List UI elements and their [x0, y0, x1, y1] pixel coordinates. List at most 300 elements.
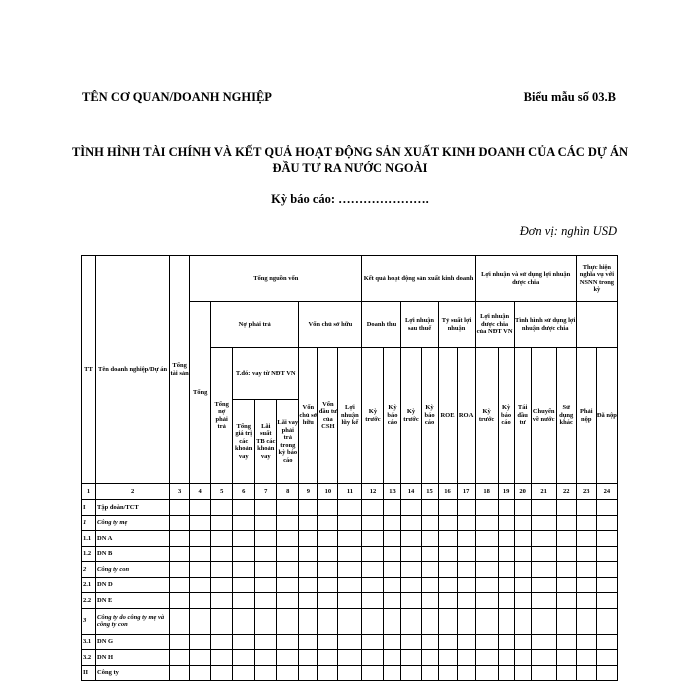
- document-title: TÌNH HÌNH TÀI CHÍNH VÀ KẾT QUẢ HOẠT ĐỘNG SẢN XUẤT KINH DOANH CỦA CÁC DỰ ÁN ĐẦU TƯ RA NƯỚC NGOÀI: [71, 145, 629, 175]
- header-profit-this: Kỳ báo cáo: [421, 348, 438, 484]
- table-cell: [438, 665, 457, 681]
- table-cell: [384, 634, 401, 650]
- table-row: [82, 515, 618, 531]
- table-cell: [438, 515, 457, 531]
- table-cell: [514, 634, 531, 650]
- table-cell: [170, 515, 190, 531]
- header-shared-prev: Kỳ trước: [475, 348, 498, 484]
- header-roa: ROA: [457, 348, 475, 484]
- table-cell: [277, 634, 299, 650]
- table-row: [82, 608, 618, 634]
- table-cell: [514, 593, 531, 609]
- table-cell: [475, 593, 498, 609]
- organization-name: TÊN CƠ QUAN/DOANH NGHIỆP: [82, 90, 272, 104]
- table-cell: [170, 577, 190, 593]
- table-cell: [277, 593, 299, 609]
- table-cell: [170, 531, 190, 547]
- table-cell: [438, 593, 457, 609]
- column-number: 7: [255, 484, 277, 500]
- table-cell: [531, 562, 556, 578]
- table-cell: [421, 500, 438, 516]
- table-cell: [362, 665, 384, 681]
- table-cell: [514, 531, 531, 547]
- column-number: 19: [498, 484, 514, 500]
- table-cell: [556, 608, 576, 634]
- table-cell: [255, 634, 277, 650]
- table-cell: [498, 562, 514, 578]
- header-rate: Lãi suất TB các khoản vay: [255, 400, 277, 484]
- table-row: [82, 531, 618, 547]
- table-cell: [498, 531, 514, 547]
- table-cell: [475, 515, 498, 531]
- header-ratio: Tỷ suất lợi nhuận: [438, 302, 475, 348]
- table-cell: [421, 531, 438, 547]
- header-results: Kết quả hoạt động sản xuất kinh doanh: [362, 256, 475, 302]
- table-cell: [438, 608, 457, 634]
- row-number: 1: [82, 515, 96, 531]
- header-name: Tên doanh nghiệp/Dự án: [96, 256, 170, 484]
- row-name: DN E: [96, 593, 170, 609]
- table-cell: [384, 593, 401, 609]
- table-cell: [421, 546, 438, 562]
- table-cell: [299, 608, 318, 634]
- table-cell: [318, 546, 338, 562]
- table-cell: [338, 531, 362, 547]
- header-dtr: Vốn đầu tư của CSH: [318, 348, 338, 484]
- unit-label: Đơn vị: nghìn USD: [519, 224, 617, 238]
- table-cell: [233, 577, 255, 593]
- table-row: [82, 562, 618, 578]
- table-cell: [401, 546, 421, 562]
- table-cell: [475, 500, 498, 516]
- table-cell: [457, 593, 475, 609]
- table-cell: [318, 500, 338, 516]
- table-cell: [233, 531, 255, 547]
- table-cell: [576, 650, 596, 666]
- column-number: 17: [457, 484, 475, 500]
- table-cell: [211, 608, 233, 634]
- table-cell: [211, 650, 233, 666]
- table-cell: [596, 593, 617, 609]
- table-cell: [457, 500, 475, 516]
- table-cell: [475, 608, 498, 634]
- table-cell: [384, 515, 401, 531]
- header-profit-prev: Kỳ trước: [401, 348, 421, 484]
- row-name: Tập đoàn/TCT: [96, 500, 170, 516]
- table-cell: [338, 634, 362, 650]
- row-name: DN B: [96, 546, 170, 562]
- table-cell: [475, 577, 498, 593]
- table-cell: [170, 546, 190, 562]
- table-row: [82, 665, 618, 681]
- table-cell: [576, 593, 596, 609]
- column-number: 1: [82, 484, 96, 500]
- header-owner-capital: Vốn chủ sở hữu: [299, 348, 318, 484]
- header-revenue-this: Kỳ báo cáo: [384, 348, 401, 484]
- header-loans: T.đó: vay từ NĐT VN: [233, 348, 299, 400]
- table-cell: [514, 546, 531, 562]
- row-number: 3.2: [82, 650, 96, 666]
- table-body: [82, 484, 618, 681]
- table-cell: [556, 593, 576, 609]
- table-cell: [338, 608, 362, 634]
- header-obligation-sub: [576, 302, 617, 348]
- table-cell: [190, 531, 211, 547]
- table-cell: [576, 562, 596, 578]
- header-interest: Lãi vay phải trả trong kỳ báo cáo: [277, 400, 299, 484]
- column-number: 2: [96, 484, 170, 500]
- table-cell: [318, 665, 338, 681]
- table-cell: [277, 546, 299, 562]
- table-cell: [438, 500, 457, 516]
- table-cell: [576, 531, 596, 547]
- table-cell: [421, 577, 438, 593]
- row-number: 3: [82, 608, 96, 634]
- table-cell: [170, 665, 190, 681]
- table-cell: [596, 650, 617, 666]
- table-cell: [401, 665, 421, 681]
- table-cell: [362, 531, 384, 547]
- table-cell: [556, 650, 576, 666]
- table-cell: [596, 634, 617, 650]
- table-row: [82, 593, 618, 609]
- table-cell: [514, 577, 531, 593]
- table-cell: [190, 593, 211, 609]
- table-cell: [318, 577, 338, 593]
- table-cell: [401, 608, 421, 634]
- table-cell: [299, 577, 318, 593]
- table-cell: [170, 634, 190, 650]
- table-cell: [233, 546, 255, 562]
- table-cell: [514, 562, 531, 578]
- table-cell: [438, 562, 457, 578]
- table-cell: [556, 531, 576, 547]
- table-cell: [475, 546, 498, 562]
- table-cell: [318, 634, 338, 650]
- table-cell: [190, 608, 211, 634]
- column-number: 22: [556, 484, 576, 500]
- table-cell: [514, 500, 531, 516]
- table-cell: [211, 546, 233, 562]
- table-cell: [233, 650, 255, 666]
- table-cell: [211, 577, 233, 593]
- row-number: 3.1: [82, 634, 96, 650]
- column-number: 15: [421, 484, 438, 500]
- column-number: 3: [170, 484, 190, 500]
- table-cell: [576, 634, 596, 650]
- table-cell: [401, 531, 421, 547]
- table-cell: [277, 650, 299, 666]
- table-cell: [438, 650, 457, 666]
- header-paid: Đã nộp: [596, 348, 617, 484]
- table-cell: [362, 577, 384, 593]
- header-other-use: Sử dụng khác: [556, 348, 576, 484]
- table-cell: [498, 515, 514, 531]
- table-cell: [556, 546, 576, 562]
- column-number: 16: [438, 484, 457, 500]
- table-cell: [299, 665, 318, 681]
- table-cell: [338, 562, 362, 578]
- table-cell: [277, 665, 299, 681]
- table-cell: [190, 562, 211, 578]
- header-repat: Chuyển về nước: [531, 348, 556, 484]
- table-cell: [421, 562, 438, 578]
- header-use-status: Tình hình sử dụng lợi nhuận được chia: [514, 302, 576, 348]
- table-cell: [498, 608, 514, 634]
- table-cell: [421, 665, 438, 681]
- table-cell: [514, 665, 531, 681]
- row-number: 2: [82, 562, 96, 578]
- table-cell: [421, 515, 438, 531]
- report-period: Kỳ báo cáo: ………………….: [271, 192, 429, 206]
- table-cell: [190, 650, 211, 666]
- table-cell: [457, 546, 475, 562]
- header-revenue-prev: Kỳ trước: [362, 348, 384, 484]
- table-cell: [170, 608, 190, 634]
- table-cell: [233, 500, 255, 516]
- row-name: DN H: [96, 650, 170, 666]
- table-cell: [531, 500, 556, 516]
- header-total: Tổng: [190, 302, 211, 484]
- column-number: 24: [596, 484, 617, 500]
- table-cell: [498, 665, 514, 681]
- table-cell: [255, 608, 277, 634]
- table-cell: [384, 577, 401, 593]
- table-cell: [457, 577, 475, 593]
- table-cell: [556, 634, 576, 650]
- header-capital: Tổng nguồn vốn: [190, 256, 362, 302]
- table-cell: [255, 650, 277, 666]
- table-cell: [421, 650, 438, 666]
- table-cell: [498, 546, 514, 562]
- table-cell: [556, 665, 576, 681]
- column-number: 21: [531, 484, 556, 500]
- table-cell: [421, 634, 438, 650]
- table-cell: [475, 634, 498, 650]
- table-cell: [384, 531, 401, 547]
- table-cell: [362, 515, 384, 531]
- table-cell: [277, 577, 299, 593]
- table-cell: [576, 515, 596, 531]
- table-cell: [457, 665, 475, 681]
- table-cell: [556, 500, 576, 516]
- header-loan-total: Tổng giá trị các khoản vay: [233, 400, 255, 484]
- table-cell: [233, 593, 255, 609]
- table-cell: [475, 531, 498, 547]
- table-cell: [457, 515, 475, 531]
- table-cell: [190, 500, 211, 516]
- form-number: Biểu mẫu số 03.B: [523, 90, 616, 104]
- table-cell: [211, 593, 233, 609]
- table-cell: [531, 546, 556, 562]
- table-cell: [338, 546, 362, 562]
- table-row: [82, 650, 618, 666]
- row-number: 1.1: [82, 531, 96, 547]
- table-cell: [531, 634, 556, 650]
- table-cell: [233, 634, 255, 650]
- table-cell: [531, 531, 556, 547]
- table-cell: [531, 593, 556, 609]
- table-cell: [531, 608, 556, 634]
- table-cell: [318, 650, 338, 666]
- table-cell: [170, 593, 190, 609]
- table-cell: [401, 500, 421, 516]
- table-cell: [170, 650, 190, 666]
- column-number: 14: [401, 484, 421, 500]
- table-cell: [498, 593, 514, 609]
- row-name: DN D: [96, 577, 170, 593]
- header-net-profit: Lợi nhuận sau thuế: [401, 302, 438, 348]
- table-cell: [457, 608, 475, 634]
- table-cell: [255, 562, 277, 578]
- report-table: [81, 255, 618, 681]
- table-cell: [475, 650, 498, 666]
- table-cell: [277, 515, 299, 531]
- table-cell: [498, 650, 514, 666]
- table-cell: [255, 546, 277, 562]
- table-cell: [318, 608, 338, 634]
- table-cell: [457, 562, 475, 578]
- table-cell: [211, 500, 233, 516]
- table-cell: [576, 546, 596, 562]
- table-cell: [401, 577, 421, 593]
- table-cell: [277, 608, 299, 634]
- table-cell: [277, 562, 299, 578]
- table-cell: [596, 665, 617, 681]
- table-cell: [475, 562, 498, 578]
- header-roe: ROE: [438, 348, 457, 484]
- table-cell: [338, 577, 362, 593]
- table-cell: [211, 634, 233, 650]
- table-cell: [401, 562, 421, 578]
- table-cell: [531, 650, 556, 666]
- table-cell: [514, 650, 531, 666]
- table-cell: [556, 562, 576, 578]
- table-cell: [384, 562, 401, 578]
- column-number: 18: [475, 484, 498, 500]
- table-cell: [457, 650, 475, 666]
- table-cell: [299, 650, 318, 666]
- table-row: [82, 634, 618, 650]
- table-cell: [498, 577, 514, 593]
- table-cell: [362, 634, 384, 650]
- table-cell: [318, 531, 338, 547]
- table-cell: [299, 562, 318, 578]
- table-cell: [457, 531, 475, 547]
- header-reinvest: Tái đầu tư: [514, 348, 531, 484]
- table-cell: [421, 593, 438, 609]
- table-cell: [438, 577, 457, 593]
- table-cell: [457, 634, 475, 650]
- table-cell: [362, 593, 384, 609]
- row-name: Công ty do công ty mẹ và công ty con: [96, 608, 170, 634]
- column-number: 11: [338, 484, 362, 500]
- table-cell: [255, 593, 277, 609]
- header-profit-use: Lợi nhuận và sử dụng lợi nhuận được chia: [475, 256, 576, 302]
- table-cell: [255, 515, 277, 531]
- table-cell: [211, 665, 233, 681]
- table-cell: [170, 500, 190, 516]
- table-cell: [596, 546, 617, 562]
- table-cell: [277, 500, 299, 516]
- table-cell: [318, 593, 338, 609]
- row-name: DN A: [96, 531, 170, 547]
- header-total-assets: Tổng tài sản: [170, 256, 190, 484]
- table-cell: [498, 500, 514, 516]
- row-name: DN G: [96, 634, 170, 650]
- header-retained: Lợi nhuận lũy kế: [338, 348, 362, 484]
- table-cell: [596, 515, 617, 531]
- header-liabilities: Nợ phải trả: [211, 302, 299, 348]
- table-cell: [255, 577, 277, 593]
- table-cell: [338, 593, 362, 609]
- table-cell: [475, 665, 498, 681]
- table-cell: [190, 577, 211, 593]
- table-cell: [401, 593, 421, 609]
- column-number: 4: [190, 484, 211, 500]
- table-cell: [255, 665, 277, 681]
- table-cell: [233, 515, 255, 531]
- row-name: Công ty con: [96, 562, 170, 578]
- table-cell: [362, 500, 384, 516]
- table-cell: [438, 531, 457, 547]
- table-cell: [531, 577, 556, 593]
- table-cell: [438, 634, 457, 650]
- table-cell: [498, 634, 514, 650]
- table-cell: [299, 546, 318, 562]
- table-cell: [338, 650, 362, 666]
- table-cell: [299, 531, 318, 547]
- table-cell: [384, 650, 401, 666]
- table-cell: [438, 546, 457, 562]
- table-cell: [596, 531, 617, 547]
- table-cell: [362, 562, 384, 578]
- table-cell: [318, 562, 338, 578]
- table-cell: [576, 500, 596, 516]
- table-cell: [384, 546, 401, 562]
- table-cell: [362, 546, 384, 562]
- table-cell: [255, 500, 277, 516]
- table-cell: [233, 665, 255, 681]
- row-name: Công ty: [96, 665, 170, 681]
- table-cell: [531, 515, 556, 531]
- table-cell: [596, 577, 617, 593]
- table-cell: [190, 546, 211, 562]
- row-name: Công ty mẹ: [96, 515, 170, 531]
- header-payable: Phải nộp: [576, 348, 596, 484]
- table-cell: [211, 562, 233, 578]
- table-cell: [576, 608, 596, 634]
- table-cell: [384, 500, 401, 516]
- table-cell: [556, 577, 576, 593]
- table-cell: [338, 500, 362, 516]
- row-number: 2.2: [82, 593, 96, 609]
- table-cell: [514, 608, 531, 634]
- table-cell: [211, 531, 233, 547]
- table-cell: [596, 608, 617, 634]
- table-cell: [211, 515, 233, 531]
- header-equity: Vốn chủ sở hữu: [299, 302, 362, 348]
- row-number: II: [82, 665, 96, 681]
- table-cell: [170, 562, 190, 578]
- column-number-row: [82, 484, 618, 500]
- column-number: 13: [384, 484, 401, 500]
- table-row: [82, 577, 618, 593]
- column-number: 8: [277, 484, 299, 500]
- header-tt: TT: [82, 256, 96, 484]
- table-cell: [576, 577, 596, 593]
- table-cell: [514, 515, 531, 531]
